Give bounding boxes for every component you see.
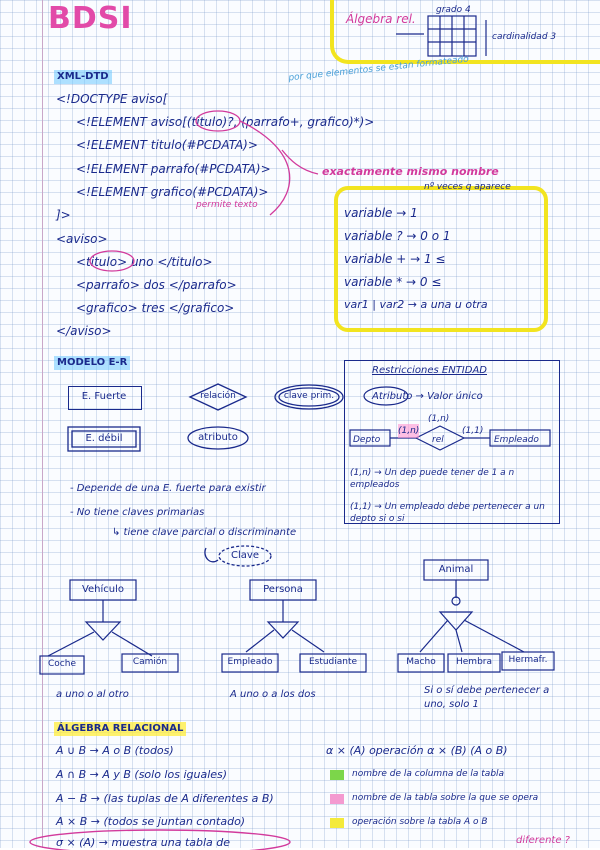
card-1n: (1,n)	[398, 426, 420, 436]
hier-2-child-2: Estudiante	[308, 657, 358, 667]
algebra-heading: ÁLGEBRA RELACIONAL	[54, 722, 186, 736]
xml-line-3: <!ELEMENT titulo(#PCDATA)>	[76, 138, 258, 152]
legend-swatch-pink	[330, 794, 344, 804]
exact-name-note: exactamente mismo nombre	[322, 165, 499, 178]
hier-1-child-2: Camión	[132, 657, 168, 667]
empleado-label: Empleado	[494, 435, 539, 445]
restricciones-title: Restricciones ENTIDAD	[372, 365, 487, 376]
algebra-left-2: A ∩ B → A y B (solo los iguales)	[56, 768, 228, 781]
xml-line-5: <!ELEMENT grafico(#PCDATA)>	[76, 185, 269, 199]
hier-1-parent: Vehículo	[81, 584, 125, 595]
card-11: (1,1)	[462, 426, 484, 436]
legend-3: operación sobre la tabla A o B	[352, 817, 488, 827]
xml-line-8: <titulo> uno </titulo>	[76, 255, 213, 269]
e-debil-label: E. débil	[85, 433, 123, 444]
hier-1-note: a uno o al otro	[56, 689, 129, 700]
atributo-label: atributo	[198, 432, 238, 443]
debil-note-3: ↳ tiene clave parcial o discriminante	[112, 527, 297, 538]
legend-2: nombre de la tabla sobre la que se opera	[352, 793, 539, 803]
page-title: BDSI	[48, 1, 133, 36]
algebra-right-top: α × (A) operación α × (B) (A o B)	[326, 744, 508, 757]
rule-1: variable → 1	[344, 206, 418, 220]
rule-2: variable ? → 0 o 1	[344, 229, 451, 243]
hier-2-child-1: Empleado	[227, 657, 273, 667]
hier-3-child-2: Hembra	[456, 657, 492, 667]
hier-3-parent: Animal	[438, 564, 474, 575]
hier-3-child-1: Macho	[406, 657, 436, 667]
xml-line-4: <!ELEMENT parrafo(#PCDATA)>	[76, 162, 271, 176]
xml-line-7: <aviso>	[56, 232, 108, 246]
note-1n: (1,n) → Un dep puede tener de 1 a n empleados	[350, 468, 515, 490]
debil-note-1: - Depende de una E. fuerte para existir	[70, 483, 266, 494]
grado-label: grado 4	[436, 5, 471, 15]
permite-texto-note: permite texto	[196, 200, 258, 210]
note-11: (1,1) → Un empleado debe pertenecer a un depto si o si	[350, 502, 545, 524]
hier-3-child-3: Hermafr.	[508, 655, 548, 665]
atributo-unico: Atributo → Valor único	[372, 391, 483, 402]
legend-swatch-green	[330, 770, 344, 780]
hier-2-note: A uno o a los dos	[230, 689, 316, 700]
rules-title: nº veces q aparece	[424, 182, 511, 192]
algebra-label: Álgebra rel.	[346, 12, 416, 26]
rule-4: variable * → 0 ≤	[344, 275, 442, 289]
algebra-left-3: A − B → (las tuplas de A diferentes a B)	[56, 792, 274, 805]
rel-label: rel	[432, 435, 444, 445]
xml-line-10: <grafico> tres </grafico>	[76, 301, 235, 315]
xml-line-9: <parrafo> dos </parrafo>	[76, 278, 237, 292]
algebra-left-5: σ × (A) → muestra una tabla de	[56, 836, 231, 849]
er-heading: MODELO E-R	[54, 356, 130, 370]
algebra-left-1: A ∪ B → A o B (todos)	[56, 744, 174, 757]
legend-1: nombre de la columna de la tabla	[352, 769, 505, 779]
clave-prim-label: clave prim.	[283, 391, 335, 401]
e-fuerte-label: E. Fuerte	[81, 391, 127, 402]
xml-line-6: ]>	[56, 208, 71, 222]
rule-5: var1 | var2 → a una u otra	[344, 298, 488, 311]
card-top: (1,n)	[428, 414, 450, 424]
hier-3-note: Si o sí debe pertenecer a uno, solo 1	[424, 685, 550, 710]
xml-line-2: <!ELEMENT aviso[(titulo)?, (parrafo+, grafico)*)>	[76, 115, 375, 129]
rule-3: variable + → 1 ≤	[344, 252, 446, 266]
xml-line-1: <!DOCTYPE aviso[	[56, 92, 168, 106]
relacion-label: relación	[200, 391, 236, 401]
cardinalidad-label: cardinalidad 3	[492, 32, 557, 42]
hier-1-child-1: Coche	[48, 659, 76, 669]
xml-blue-note: por que elementos se estan formateado	[287, 54, 470, 84]
xml-line-11: </aviso>	[56, 324, 112, 338]
depto-label: Depto	[353, 435, 381, 445]
algebra-left-4: A × B → (todos se juntan contado)	[56, 815, 246, 828]
xml-heading: XML-DTD	[54, 70, 112, 84]
hier-2-parent: Persona	[263, 584, 303, 595]
clave-label: Clave	[231, 550, 259, 561]
legend-swatch-yellow	[330, 818, 344, 828]
bottom-right-note: diferente ?	[516, 835, 570, 846]
debil-note-2: - No tiene claves primarias	[70, 507, 205, 518]
